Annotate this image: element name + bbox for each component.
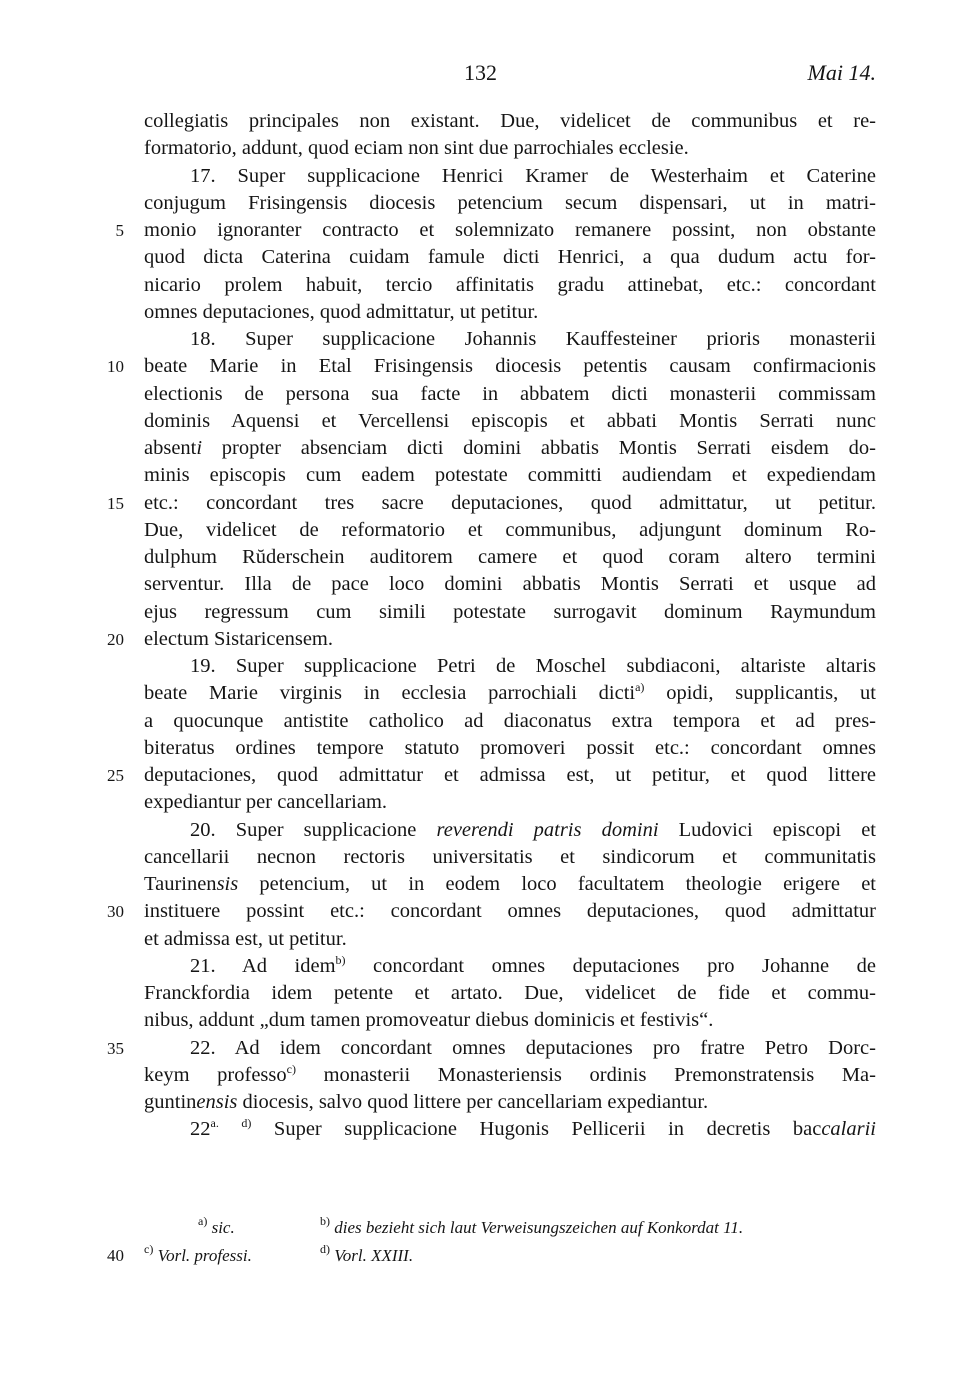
text-line (144, 1007, 876, 1034)
text-line (144, 381, 876, 408)
text-segment: opidi, supplicantis, ut (644, 682, 876, 705)
text-line (144, 953, 876, 980)
text-segment: dulphum Rŭderschein auditorem camere et quod coram altero termini (144, 546, 876, 568)
footnote-row (144, 1214, 876, 1242)
text-segment: 17. Super supplicacione Henrici Kramer de Westerhaim et Caterine (190, 164, 876, 187)
text-segment: 18. Super supplicacione Johannis Kauffesteiner prioris monasterii (190, 328, 876, 350)
text-segment: concordant omnes deputaciones pro Johanne de (345, 954, 876, 977)
text-segment: beate Marie in Etal Frisingensis diocesis petentis causam confirmacionis (144, 355, 876, 378)
text-line (107, 762, 876, 789)
text-segment: 22 (190, 1118, 211, 1141)
text-line (144, 871, 876, 898)
text-segment: deputaciones, quod admittatur et admissa est, ut petitur, et quod littere (144, 764, 876, 786)
text-segment: calarii (821, 1118, 876, 1141)
text-segment: 21. Ad idem (190, 954, 336, 977)
footnote-text: dies bezieht sich laut Verweisungszeichen auf Konkordat 11. (334, 1218, 744, 1237)
text-segment: conjugum Frisingensis diocesis petencium secum dispensari, ut in matri- (144, 191, 876, 214)
text-segment: 22. Ad idem concordant omnes deputaciones pro fratre Petro Dorc- (190, 1036, 876, 1059)
footnote-text: sic. (211, 1218, 235, 1237)
text-segment: electum Sistaricensem. (144, 627, 333, 650)
line-number: 10 (107, 357, 124, 377)
text-line (144, 571, 876, 598)
text-segment: absent (144, 437, 197, 459)
line-number: 30 (107, 902, 124, 922)
footnotes (107, 1214, 876, 1270)
text-segment: nicario prolem habuit, tercio affinitatis gradu attinebat, etc.: concordant (144, 273, 876, 296)
footnote-ref: a. (210, 1116, 219, 1131)
text-line (107, 353, 876, 380)
text-line (144, 517, 876, 544)
text-segment (219, 1118, 242, 1140)
text-line (115, 217, 876, 244)
line-number: 25 (107, 766, 124, 785)
text-segment: guntin (144, 1091, 197, 1113)
text-segment: omnes deputaciones, quod admittatur, ut petitur. (144, 300, 539, 323)
text-line (144, 817, 876, 844)
text-segment: Franckfordia idem petente et artato. Due, videlicet de fide et commu- (144, 982, 876, 1004)
text-line (144, 108, 876, 135)
footnote-text: Vorl. professi. (157, 1246, 252, 1265)
body-text (107, 108, 876, 1144)
text-segment: diocesis, salvo quod littere per cancellariam expediantur. (237, 1091, 709, 1113)
text-line (144, 163, 876, 190)
text-segment: quod dicta Caterina cuidam famule dicti Henrici, a qua dudum actu for- (144, 246, 876, 269)
text-line (144, 599, 876, 626)
text-line (107, 1035, 876, 1062)
text-line (144, 926, 876, 953)
text-line (107, 898, 876, 925)
text-line (144, 1062, 876, 1089)
text-line (144, 653, 876, 680)
footnote-ref: d) (241, 1116, 252, 1131)
text-segment: sis (216, 873, 239, 895)
text-line (144, 980, 876, 1007)
text-segment: expediantur per cancellariam. (144, 791, 388, 814)
text-segment: monasterii Monasteriensis ordinis Premonstratensis Ma- (295, 1063, 876, 1086)
text-segment: et admissa est, ut petitur. (144, 927, 347, 950)
footnote-ref: c) (286, 1061, 296, 1076)
footnote-row (107, 1242, 876, 1270)
text-segment: serventur. Illa de pace loco domini abbatis Montis Serrati et usque ad (144, 573, 876, 596)
running-head-date: Mai 14. (807, 60, 876, 85)
text-segment: keym professo (144, 1063, 287, 1086)
text-segment: 20. Super supplicacione (190, 818, 437, 841)
footnote-ref: a) (635, 680, 645, 695)
text-segment: propter absenciam dicti domini abbatis Montis Serrati eisdem do- (202, 437, 876, 459)
text-segment: i (196, 437, 203, 459)
text-line (144, 708, 876, 735)
text-segment: 19. Super supplicacione Petri de Moschel subdiaconi, altariste altaris (190, 655, 876, 677)
footnote-mark: d) (320, 1242, 330, 1256)
text-line (144, 435, 876, 462)
text-segment: electionis de persona sua facte in abbatem dicti monasterii commissam (144, 382, 876, 405)
footnote-d (320, 1242, 413, 1270)
text-line (144, 462, 876, 489)
text-segment: petencium, ut in eodem loco facultatem theologie erigere et (238, 873, 876, 895)
text-line (144, 326, 876, 353)
text-segment: ensis (196, 1091, 238, 1113)
text-segment: collegiatis principales non existant. Due, videlicet de communibus et re- (144, 110, 876, 132)
line-number: 15 (107, 493, 124, 513)
text-line (144, 272, 876, 299)
text-segment: instituere possint etc.: concordant omnes deputaciones, quod admittatur (144, 900, 876, 923)
footnote-mark: a) (198, 1214, 208, 1228)
footnote-ref: b) (335, 952, 346, 967)
text-segment: a quocunque antistite catholico ad diaconatus extra tempora et ad pres- (144, 709, 876, 732)
footnote-text: Vorl. XXIII. (334, 1246, 414, 1265)
text-segment: cancellarii necnon rectoris universitatis et sindicorum et communitatis (144, 845, 876, 868)
text-line (144, 1089, 876, 1116)
text-segment: reverendi patris domini (436, 818, 659, 841)
footnote-a (198, 1214, 235, 1242)
text-line (144, 190, 876, 217)
text-line (107, 490, 876, 517)
text-line (144, 299, 876, 326)
page-number: 132 (464, 60, 497, 85)
text-line (144, 680, 876, 707)
text-segment: Ludovici episcopi et (658, 818, 876, 841)
text-segment: etc.: concordant tres sacre deputaciones, quod admittatur, ut petitur. (144, 491, 876, 514)
line-number: 40 (107, 1246, 124, 1265)
line-number: 5 (115, 221, 124, 240)
text-line (107, 626, 876, 653)
text-line (144, 735, 876, 762)
footnote-mark: c) (144, 1242, 154, 1256)
text-line (144, 544, 876, 571)
text-line (144, 789, 876, 816)
text-segment: monio ignoranter contracto et solemnizato remanere possint, non obstante (144, 219, 876, 241)
text-segment: dominis Aquensi et Vercellensi episcopis et abbati Montis Serrati nunc (144, 409, 876, 432)
line-number: 20 (107, 629, 124, 649)
text-line (144, 1116, 876, 1143)
text-segment: beate Marie virginis in ecclesia parrochiali dicti (144, 682, 636, 705)
text-line (144, 135, 876, 162)
text-segment: Super supplicacione Hugonis Pellicerii in decretis bac (251, 1118, 822, 1141)
text-segment: Taurinen (144, 873, 217, 895)
text-line (144, 244, 876, 271)
text-segment: minis episcopis cum eadem potestate committi audiendam et expediendam (144, 464, 876, 487)
text-segment: formatorio, addunt, quod eciam non sint due parrochiales ecclesie. (144, 137, 689, 160)
footnote-mark: b) (320, 1214, 330, 1228)
text-segment: ejus regressum cum simili potestate surrogavit dominum Raymundum (144, 600, 876, 623)
footnote-b (320, 1214, 743, 1242)
text-segment: nibus, addunt „dum tamen promoveatur diebus dominicis et festivis“. (144, 1009, 714, 1032)
text-segment: Due, videlicet de reformatorio et communibus, adjungunt dominum Ro- (144, 518, 876, 541)
footnote-c (144, 1242, 252, 1270)
page-header (0, 60, 960, 90)
text-segment: biteratus ordines tempore statuto promoveri possit etc.: concordant omnes (144, 736, 876, 759)
text-line (144, 844, 876, 871)
line-number: 35 (107, 1038, 124, 1058)
text-line (144, 408, 876, 435)
